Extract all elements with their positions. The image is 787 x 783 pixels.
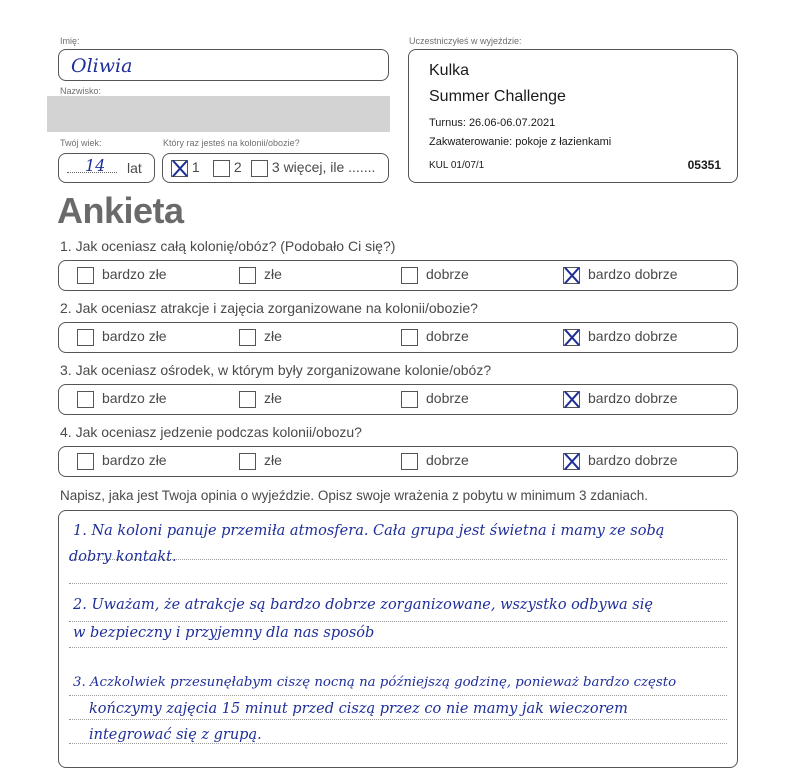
q1-option-zle[interactable]: złe <box>239 266 282 284</box>
q1-checkbox-3[interactable] <box>401 267 418 284</box>
q4-option-bardzo-zle[interactable]: bardzo złe <box>77 452 167 470</box>
essay-ruled-line <box>69 583 727 584</box>
q4-option-zle[interactable]: złe <box>239 452 282 470</box>
essay-line-5: 3. Aczkolwiek przesunęłabym ciszę nocną na późniejszą godzinę, ponieważ bardzo często <box>73 675 677 690</box>
name-field[interactable] <box>58 49 389 81</box>
essay-ruled-line <box>69 621 727 622</box>
trip-line1: Kulka <box>429 62 470 79</box>
essay-area[interactable] <box>58 510 738 768</box>
q4-option-bardzo-dobrze[interactable]: bardzo dobrze <box>563 452 678 470</box>
q2-checkbox-3[interactable] <box>401 329 418 346</box>
trip-line2: Summer Challenge <box>429 88 566 105</box>
trip-info-box <box>408 49 738 183</box>
surname-redaction <box>47 96 390 132</box>
trip-turnus: Turnus: 26.06-06.07.2021 <box>429 117 556 129</box>
trip-code: KUL 01/07/1 <box>429 160 485 171</box>
times-checkbox-1[interactable] <box>171 160 188 177</box>
trip-number: 05351 <box>687 158 721 172</box>
essay-line-1: 1. Na koloni panuje przemiła atmosfera. Cała grupa jest świetna i mamy ze sobą <box>73 523 665 539</box>
essay-ruled-line <box>69 743 727 744</box>
q4-checkbox-2[interactable] <box>239 453 256 470</box>
question-1-options <box>58 260 738 291</box>
q3-checkbox-1[interactable] <box>77 391 94 408</box>
times-checkbox-3[interactable] <box>251 160 268 177</box>
essay-ruled-line <box>69 695 727 696</box>
q3-option-bardzo-dobrze[interactable]: bardzo dobrze <box>563 390 678 408</box>
participated-label: Uczestniczyłeś w wyjeździe: <box>409 36 522 46</box>
trip-accommodation: Zakwaterowanie: pokoje z łazienkami <box>429 136 612 148</box>
q2-option-zle[interactable]: złe <box>239 328 282 346</box>
q1-checkbox-4[interactable] <box>563 267 580 284</box>
q1-option-dobrze[interactable]: dobrze <box>401 266 469 284</box>
q2-option-bardzo-dobrze[interactable]: bardzo dobrze <box>563 328 678 346</box>
survey-title: Ankieta <box>57 190 184 231</box>
q3-checkbox-3[interactable] <box>401 391 418 408</box>
times-option-1[interactable]: 1 <box>171 159 200 177</box>
q4-checkbox-3[interactable] <box>401 453 418 470</box>
q2-option-dobrze[interactable]: dobrze <box>401 328 469 346</box>
q3-checkbox-2[interactable] <box>239 391 256 408</box>
essay-ruled-line <box>69 719 727 720</box>
essay-ruled-line <box>69 647 727 648</box>
age-label: Twój wiek: <box>60 138 102 148</box>
surname-label: Nazwisko: <box>60 86 102 96</box>
name-value: Oliwia <box>71 55 133 77</box>
q4-checkbox-4[interactable] <box>563 453 580 470</box>
times-option-2[interactable]: 2 <box>213 159 242 177</box>
times-label: Który raz jesteś na kolonii/obozie? <box>163 138 300 148</box>
essay-line-4: w bezpieczny i przyjemny dla nas sposób <box>73 625 375 641</box>
essay-line-2: dobry kontakt. <box>69 549 177 565</box>
age-value: 14 <box>85 156 106 175</box>
question-4-options <box>58 446 738 477</box>
q3-checkbox-4[interactable] <box>563 391 580 408</box>
question-3-text: 3. Jak oceniasz ośrodek, w którym były zorganizowane kolonie/obóz? <box>60 362 492 378</box>
question-1-text: 1. Jak oceniasz całą kolonię/obóz? (Podobało Ci się?) <box>60 238 396 254</box>
times-field <box>162 153 389 183</box>
essay-line-3: 2. Uważam, że atrakcje są bardzo dobrze zorganizowane, wszystko odbywa się <box>73 597 653 613</box>
q2-checkbox-1[interactable] <box>77 329 94 346</box>
essay-prompt: Napisz, jaka jest Twoja opinia o wyjeździe. Opisz swoje wrażenia z pobytu w minimum 3 zdaniach. <box>60 488 649 503</box>
q3-option-dobrze[interactable]: dobrze <box>401 390 469 408</box>
age-field[interactable] <box>58 153 155 183</box>
age-unit: lat <box>127 160 142 176</box>
question-4-text: 4. Jak oceniasz jedzenie podczas kolonii/obozu? <box>60 424 362 440</box>
question-3-options <box>58 384 738 415</box>
q2-checkbox-2[interactable] <box>239 329 256 346</box>
name-label: Imię: <box>60 36 80 46</box>
times-option-3[interactable]: 3 więcej, ile ....... <box>251 159 375 177</box>
essay-line-6: kończymy zajęcia 15 minut przed ciszą przez co nie mamy jak wieczorem <box>89 701 628 717</box>
question-2-options <box>58 322 738 353</box>
q3-option-zle[interactable]: złe <box>239 390 282 408</box>
q3-option-bardzo-zle[interactable]: bardzo złe <box>77 390 167 408</box>
q4-option-dobrze[interactable]: dobrze <box>401 452 469 470</box>
times-checkbox-2[interactable] <box>213 160 230 177</box>
q1-checkbox-1[interactable] <box>77 267 94 284</box>
question-2-text: 2. Jak oceniasz atrakcje i zajęcia zorganizowane na kolonii/obozie? <box>60 300 478 316</box>
q1-option-bardzo-dobrze[interactable]: bardzo dobrze <box>563 266 678 284</box>
q1-checkbox-2[interactable] <box>239 267 256 284</box>
q4-checkbox-1[interactable] <box>77 453 94 470</box>
q1-option-bardzo-zle[interactable]: bardzo złe <box>77 266 167 284</box>
q2-option-bardzo-zle[interactable]: bardzo złe <box>77 328 167 346</box>
q2-checkbox-4[interactable] <box>563 329 580 346</box>
essay-line-7: integrować się z grupą. <box>89 727 262 743</box>
